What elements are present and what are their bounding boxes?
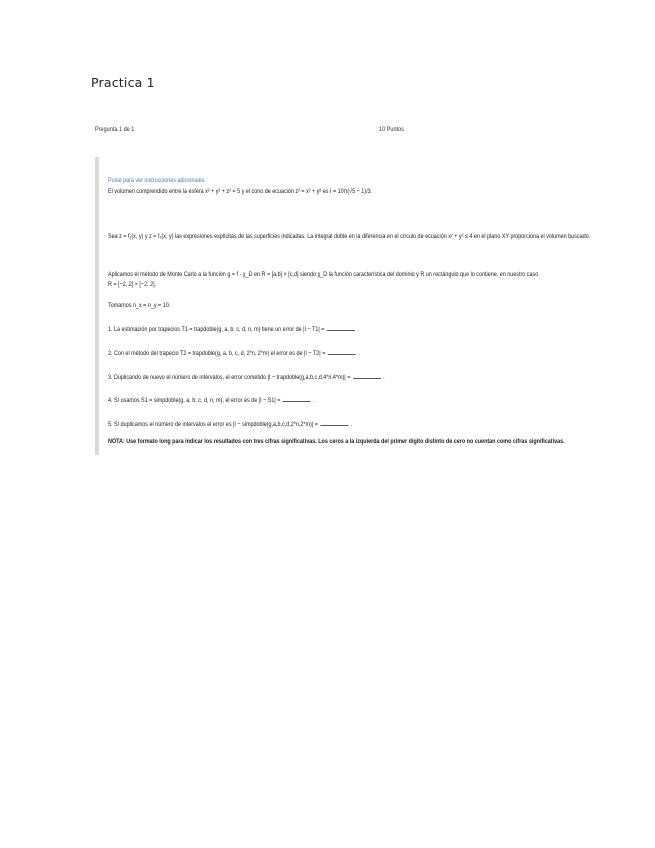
item-2-text: 2. Con el método del trapecio T2 = trapdoble(g, a, b, c, d, 2*n, 2*m) el error es de |I − T2| = <box>108 350 326 357</box>
monte-carlo-text: Aplicamos el método de Monte Carlo a la función g = f · χ_D en R = [a,b] × [c,d] siendo χ_D la función característica del dominio y R un rectángulo que lo contiene, en nuestro caso <box>108 271 539 278</box>
question-statement: El volumen comprendido entre la esfera x² + y² + z² = 5 y el cono de ecuación z² = x² + y² es I = 10π(√5 − 1)/3. <box>108 188 373 195</box>
question-panel <box>95 157 646 455</box>
item-1-text: 1. La estimación por trapecios T1 = trapdoble(g, a, b, c, d, n, m) tiene un error de |I − T1| = <box>108 326 325 333</box>
question-body <box>108 157 646 455</box>
note-text: NOTA: Use formato long para indicar los resultados con tres cifras significativas. Los ceros a la izquierda del primer dígito distinto de cero no cuentan como cifras significativas. <box>108 438 565 445</box>
item-2: 2. Con el método del trapecio T2 = trapdoble(g, a, b, c, d, 2*n, 2*m) el error es de |I − T2| = . <box>108 347 360 358</box>
answer-4-field[interactable] <box>283 394 311 402</box>
answer-2-field[interactable] <box>328 347 356 355</box>
item-1: 1. La estimación por trapecios T1 = trapdoble(g, a, b, c, d, n, m) tiene un error de |I − T1| = . <box>108 323 359 334</box>
answer-1-field[interactable] <box>327 323 355 331</box>
page-title: Practica 1 <box>91 75 155 90</box>
item-5-text: 5. Sí duplicamos el número de intervalos el error es |I − simpdoble(g,a,b,c,d,2*n,2*m)| = <box>108 421 318 428</box>
question-description: Sea z = f₁(x, y) y z = f₂(x, y) las expresiones explícitas de las superficies indicadas. La integral doble en la diferencia en el círculo de ecuación x² + y² ≤ 4 en el plano XY proporciona el volumen buscado. <box>108 233 591 240</box>
sample-size-text: Tomamos n_x = n_y = 10. <box>108 302 171 309</box>
item-4: 4. Sí usamos S1 = simpdoble(g, a, b, c, d, n, m), el error es de |I − S1| = . <box>108 394 315 405</box>
answer-5-field[interactable] <box>320 418 348 426</box>
instructions-link[interactable]: Pulse para ver instrucciones adicionales <box>108 177 205 184</box>
question-points: 10 Puntos <box>379 126 404 133</box>
item-3-text: 3. Duplicando de nuevo el número de intervalos, el error cometido |I − trapdoble(g,a,b,c,d,4*n,4*m)| = <box>108 374 351 381</box>
rectangle-definition: R = [−2, 2] × [−2, 2]. <box>108 281 157 288</box>
question-counter: Pregunta 1 de 1 <box>95 126 135 133</box>
item-3: 3. Duplicando de nuevo el número de intervalos, el error cometido |I − trapdoble(g,a,b,c,d,4*n,4*m)| = . <box>108 371 385 382</box>
item-4-text: 4. Sí usamos S1 = simpdoble(g, a, b, c, d, n, m), el error es de |I − S1| = <box>108 397 281 404</box>
answer-3-field[interactable] <box>353 371 381 379</box>
item-5: 5. Sí duplicamos el número de intervalos el error es |I − simpdoble(g,a,b,c,d,2*n,2*m)| = . <box>108 418 352 429</box>
